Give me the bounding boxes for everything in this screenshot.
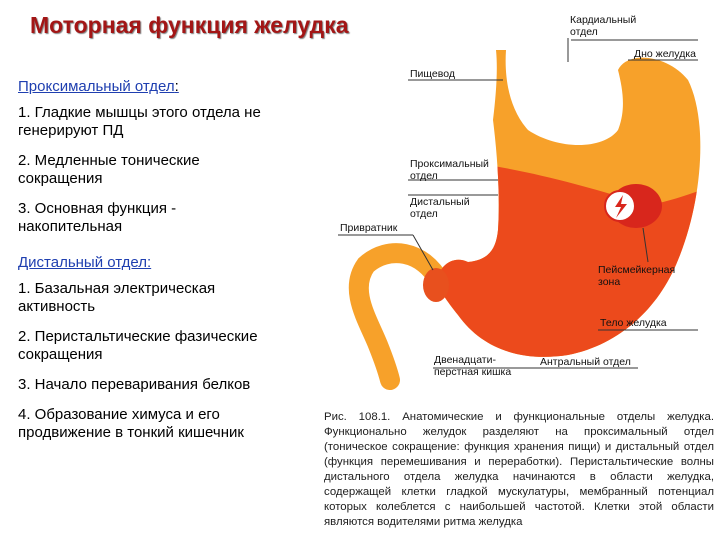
distal-item-4: 4. Образование химуса и его продвижение в тонкий кишечник xyxy=(18,406,244,441)
label-proximal: Проксимальный отдел xyxy=(410,158,489,182)
label-cardia: Кардиальный отдел xyxy=(570,14,637,38)
distal-item-1: 1. Базальная электрическая активность xyxy=(18,280,216,315)
distal-heading: Дистальный отдел: xyxy=(18,254,152,271)
label-duodenum: Двенадцати- перстная кишка xyxy=(434,354,512,378)
stomach-figure xyxy=(318,0,720,540)
label-antrum: Антральный отдел xyxy=(540,356,631,368)
label-pacemaker: Пейсмейкерная зона xyxy=(598,264,676,288)
distal-item-3: 3. Начало переваривания белков xyxy=(18,376,251,393)
label-body: Тело желудка xyxy=(600,317,667,329)
proximal-heading: Проксимальный отдел: xyxy=(18,78,179,95)
distal-item-2: 2. Перистальтические фазические сокращения xyxy=(18,328,258,363)
proximal-heading-colon: : xyxy=(174,78,179,95)
label-distal: Дистальный отдел xyxy=(410,196,470,220)
proximal-item-3: 3. Основная функция - накопительная xyxy=(18,200,177,235)
left-text-panel xyxy=(18,78,280,454)
pylorus-shape xyxy=(423,268,449,302)
proximal-item-2: 2. Медленные тонические сокращения xyxy=(18,152,200,187)
label-esophagus: Пищевод xyxy=(410,68,455,80)
slide-title: Моторная функция желудка xyxy=(30,12,349,38)
label-pylorus: Привратник xyxy=(340,222,398,234)
figure-caption: Рис. 108.1. Анатомические и функциональные отделы желудка. Функционально желудок разделяют на проксимальный отдел (тоническое сокращение: функция хранения пищи) и дистальный отдел (функция перемешивания и переработки). Перистальтические волны дистального отдела желудка начинаются в области желудка, содержащей клетки гладкой мускулатуры, мембранный потенциал которых колеблется с наибольшей частотой. Клетки этой области являются водителями ритма желудка xyxy=(324,411,714,528)
label-fundus: Дно желудка xyxy=(634,48,697,60)
proximal-item-1: 1. Гладкие мышцы этого отдела не генерируют ПД xyxy=(18,104,261,139)
